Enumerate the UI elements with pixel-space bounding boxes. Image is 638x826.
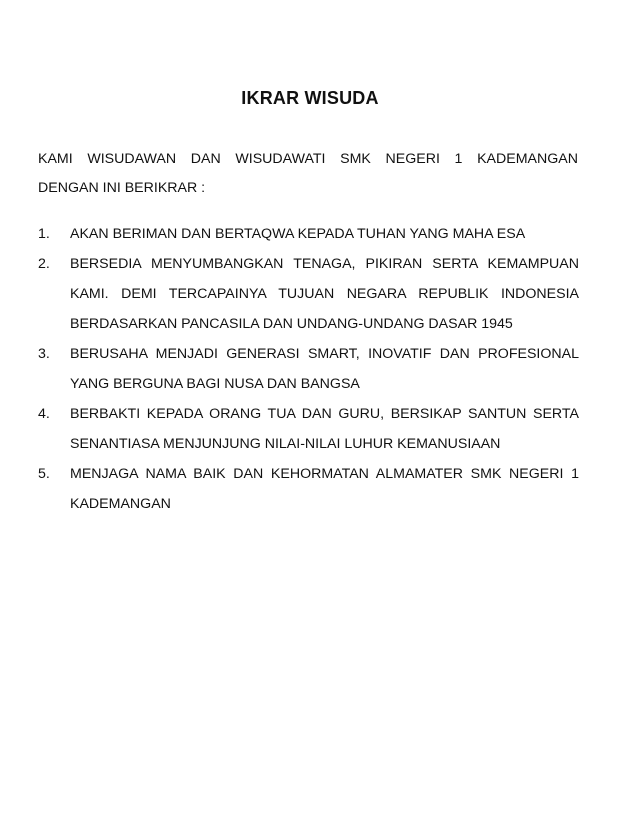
pledge-item [38,399,579,459]
pledge-text: AKAN BERIMAN DAN BERTAQWA KEPADA TUHAN YANG MAHA ESA [70,226,526,242]
pledge-item [38,459,579,519]
pledge-item [38,249,579,339]
pledge-number: 2. [38,256,50,272]
intro-line: KAMI WISUDAWAN DAN WISUDAWATI SMK NEGERI 1 KADEMANGAN [38,151,578,167]
pledge-text: BERBAKTI KEPADA ORANG TUA DAN GURU, BERSIKAP SANTUN SERTA SENANTIASA MENJUNJUNG NILAI-NILAI LUHUR KEMANUSIAAN [70,406,579,452]
intro-paragraph [38,145,578,203]
intro-line: DENGAN INI BERIKRAR : [38,180,206,196]
pledge-list [38,219,579,519]
pledge-item [38,339,579,399]
pledge-number: 4. [38,406,50,422]
pledge-text: BERUSAHA MENJADI GENERASI SMART, INOVATIF DAN PROFESIONAL YANG BERGUNA BAGI NUSA DAN BANGSA [70,346,579,392]
page-title: IKRAR WISUDA [241,88,379,108]
pledge-number: 5. [38,466,50,482]
pledge-text: BERSEDIA MENYUMBANGKAN TENAGA, PIKIRAN SERTA KEMAMPUAN KAMI. DEMI TERCAPAINYA TUJUAN NEGARA REPUBLIK INDONESIA BERDASARKAN PANCASILA DAN UNDANG-UNDANG DASAR 1945 [70,256,579,332]
pledge-number: 3. [38,346,50,362]
pledge-number: 1. [38,226,50,242]
pledge-item [38,219,579,249]
pledge-text: MENJAGA NAMA BAIK DAN KEHORMATAN ALMAMATER SMK NEGERI 1 KADEMANGAN [70,466,579,512]
